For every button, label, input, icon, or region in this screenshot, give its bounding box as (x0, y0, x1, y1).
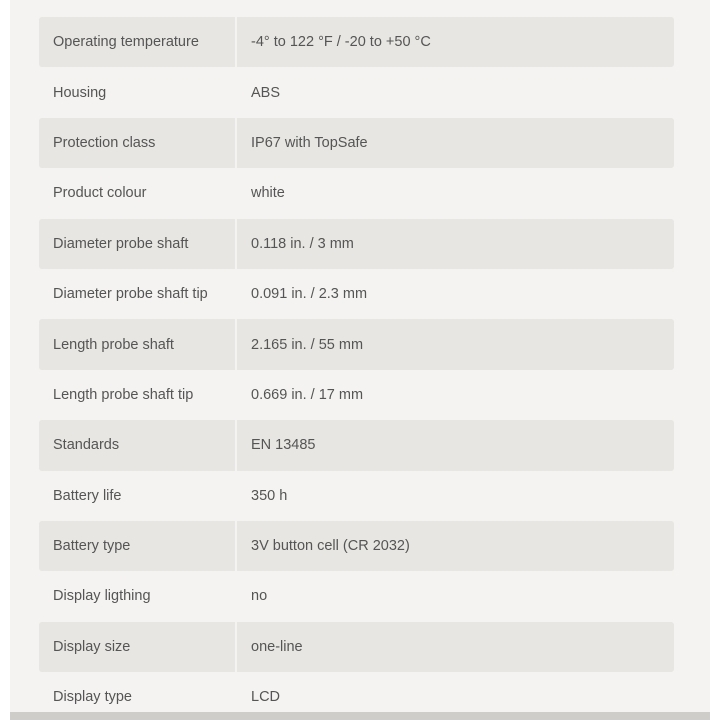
spec-row-display-lighting (39, 571, 674, 621)
technical-spec-table (39, 17, 674, 722)
spec-row-diameter-probe-shaft-tip (39, 269, 674, 319)
spec-value: ABS (251, 84, 281, 101)
spec-label: Battery type (39, 521, 237, 571)
spec-row-length-probe-shaft (39, 319, 674, 369)
spec-value: 3V button cell (CR 2032) (251, 538, 410, 555)
spec-label: Protection class (39, 118, 237, 168)
spec-value: white (251, 185, 285, 202)
spec-row-length-probe-shaft-tip (39, 370, 674, 420)
spec-label: Display ligthing (53, 588, 151, 605)
spec-row-battery-life (39, 471, 674, 521)
spec-value: one-line (251, 638, 303, 655)
page-bottom-divider (10, 712, 710, 720)
spec-value: IP67 with TopSafe (251, 134, 368, 151)
spec-label: Operating temperature (39, 17, 237, 67)
spec-label: Diameter probe shaft (39, 219, 237, 269)
spec-label: Length probe shaft tip (53, 386, 194, 403)
spec-value: EN 13485 (251, 437, 316, 454)
spec-value: 2.165 in. / 55 mm (251, 336, 364, 353)
spec-value: 0.669 in. / 17 mm (251, 386, 364, 403)
spec-row-operating-temperature (39, 17, 674, 67)
spec-label: Housing (53, 84, 107, 101)
spec-row-battery-type (39, 521, 674, 571)
spec-row-protection-class (39, 118, 674, 168)
spec-label: Display type (53, 689, 132, 706)
spec-value: 0.118 in. / 3 mm (251, 235, 354, 252)
spec-row-product-colour (39, 168, 674, 218)
spec-value: LCD (251, 689, 281, 706)
spec-label: Battery life (53, 487, 122, 504)
spec-row-diameter-probe-shaft (39, 219, 674, 269)
spec-value: 350 h (251, 487, 288, 504)
spec-row-housing (39, 67, 674, 117)
spec-row-standards (39, 420, 674, 470)
spec-label: Standards (39, 420, 237, 470)
spec-value: 0.091 in. / 2.3 mm (251, 286, 368, 303)
spec-label: Length probe shaft (39, 319, 237, 369)
spec-row-display-size (39, 622, 674, 672)
spec-page (10, 0, 710, 712)
spec-value: no (251, 588, 268, 605)
spec-value: -4° to 122 °F / -20 to +50 °C (251, 34, 431, 51)
spec-label: Product colour (53, 185, 147, 202)
spec-label: Diameter probe shaft tip (53, 286, 208, 303)
spec-label: Display size (39, 622, 237, 672)
